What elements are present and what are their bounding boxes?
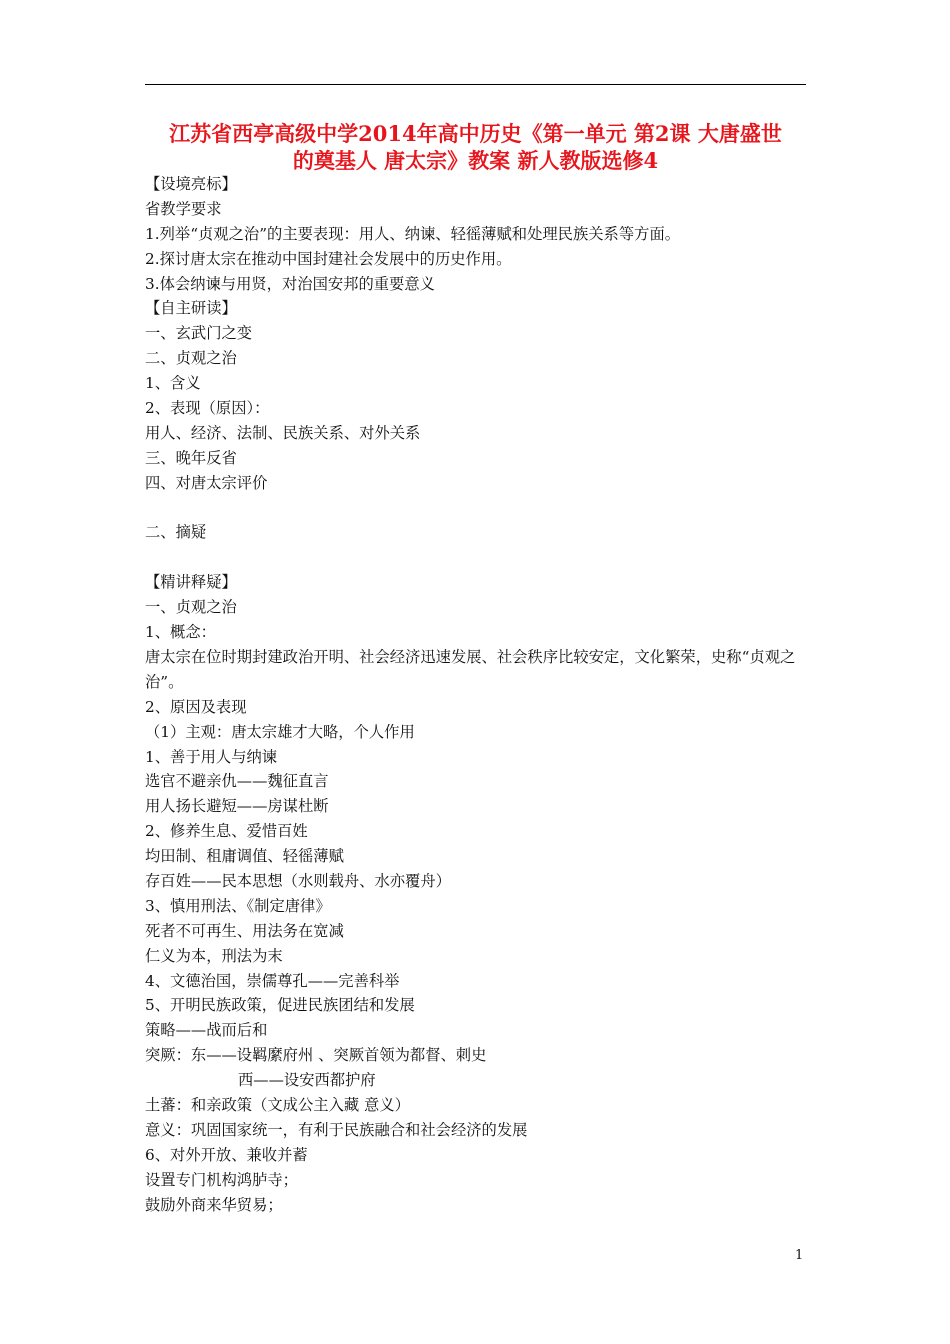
text-line: 1、善于用人与纳谏 bbox=[145, 747, 278, 766]
section-heading: 【精讲释疑】 bbox=[145, 573, 237, 592]
blank-line bbox=[145, 496, 806, 521]
section-heading: 【自主研读】 bbox=[145, 299, 237, 318]
text-line: 1、含义 bbox=[145, 374, 201, 393]
text-line: 用人扬长避短——房谋杜断 bbox=[145, 797, 329, 816]
text-line: 省教学要求 bbox=[145, 199, 222, 218]
text-line: 2、原因及表现 bbox=[145, 697, 247, 716]
text-line: 三、晚年反省 bbox=[145, 448, 237, 467]
text-line: 意义：巩固国家统一，有利于民族融合和社会经济的发展 bbox=[145, 1120, 528, 1139]
text-line: 鼓励外商来华贸易； bbox=[145, 1195, 283, 1214]
text-line: 1.列举“贞观之治”的主要表现：用人、纳谏、轻徭薄赋和处理民族关系等方面。 bbox=[145, 224, 681, 243]
text-line: 一、贞观之治 bbox=[145, 598, 237, 617]
text-line: 选官不避亲仇——魏征直言 bbox=[145, 772, 329, 791]
section-heading: 【设境亮标】 bbox=[145, 175, 237, 193]
header-rule bbox=[145, 84, 806, 85]
document-body bbox=[145, 172, 806, 1217]
text-line: 用人、经济、法制、民族关系、对外关系 bbox=[145, 423, 421, 442]
title-line-2: 的奠基人 唐太宗》教案 新人教版选修4 bbox=[292, 148, 659, 173]
title-line-1: 江苏省西亭高级中学2014年高中历史《第一单元 第2课 大唐盛世 bbox=[169, 121, 782, 146]
text-line: 4、文德治国，崇儒尊孔——完善科举 bbox=[145, 971, 400, 990]
text-line: 四、对唐太宗评价 bbox=[145, 473, 268, 492]
text-line: 1、概念： bbox=[145, 623, 216, 642]
text-line: 6、对外开放、兼收并蓄 bbox=[145, 1145, 308, 1164]
text-line: 一、玄武门之变 bbox=[145, 324, 253, 343]
text-line: （1）主观：唐太宗雄才大略，个人作用 bbox=[145, 722, 415, 741]
text-line: 仁义为本，刑法为末 bbox=[145, 946, 283, 965]
page-number: 1 bbox=[795, 1248, 804, 1263]
text-line: 设置专门机构鸿胪寺； bbox=[145, 1170, 298, 1189]
text-line: 3.体会纳谏与用贤，对治国安邦的重要意义 bbox=[145, 274, 435, 293]
text-line: 二、贞观之治 bbox=[145, 349, 237, 368]
text-line: 二、摘疑 bbox=[145, 523, 207, 542]
text-line: 西——设安西都护府 bbox=[238, 1071, 376, 1090]
text-line: 2、表现（原因）： bbox=[145, 399, 270, 418]
text-line: 土蕃：和亲政策（文成公主入藏 意义） bbox=[145, 1095, 410, 1114]
text-line: 突厥：东——设羁縻府州 、突厥首领为都督、刺史 bbox=[145, 1046, 487, 1065]
text-line: 策略——战而后和 bbox=[145, 1021, 268, 1040]
text-line: 死者不可再生、用法务在宽减 bbox=[145, 921, 344, 940]
document-title bbox=[145, 120, 806, 174]
text-line: 2.探讨唐太宗在推动中国封建社会发展中的历史作用。 bbox=[145, 249, 512, 268]
text-line: 2、修养生息、爱惜百姓 bbox=[145, 822, 308, 841]
text-line: 5、开明民族政策，促进民族团结和发展 bbox=[145, 996, 415, 1015]
text-line: 3、慎用刑法、《制定唐律》 bbox=[145, 896, 331, 915]
paragraph: 唐太宗在位时期封建政治开明、社会经济迅速发展、社会秩序比较安定，文化繁荣，史称“贞观之治”。 bbox=[145, 647, 796, 691]
text-line: 均田制、租庸调值、轻徭薄赋 bbox=[145, 847, 344, 866]
text-line: 存百姓——民本思想（水则载舟、水亦覆舟） bbox=[145, 871, 451, 890]
blank-line bbox=[145, 545, 806, 570]
